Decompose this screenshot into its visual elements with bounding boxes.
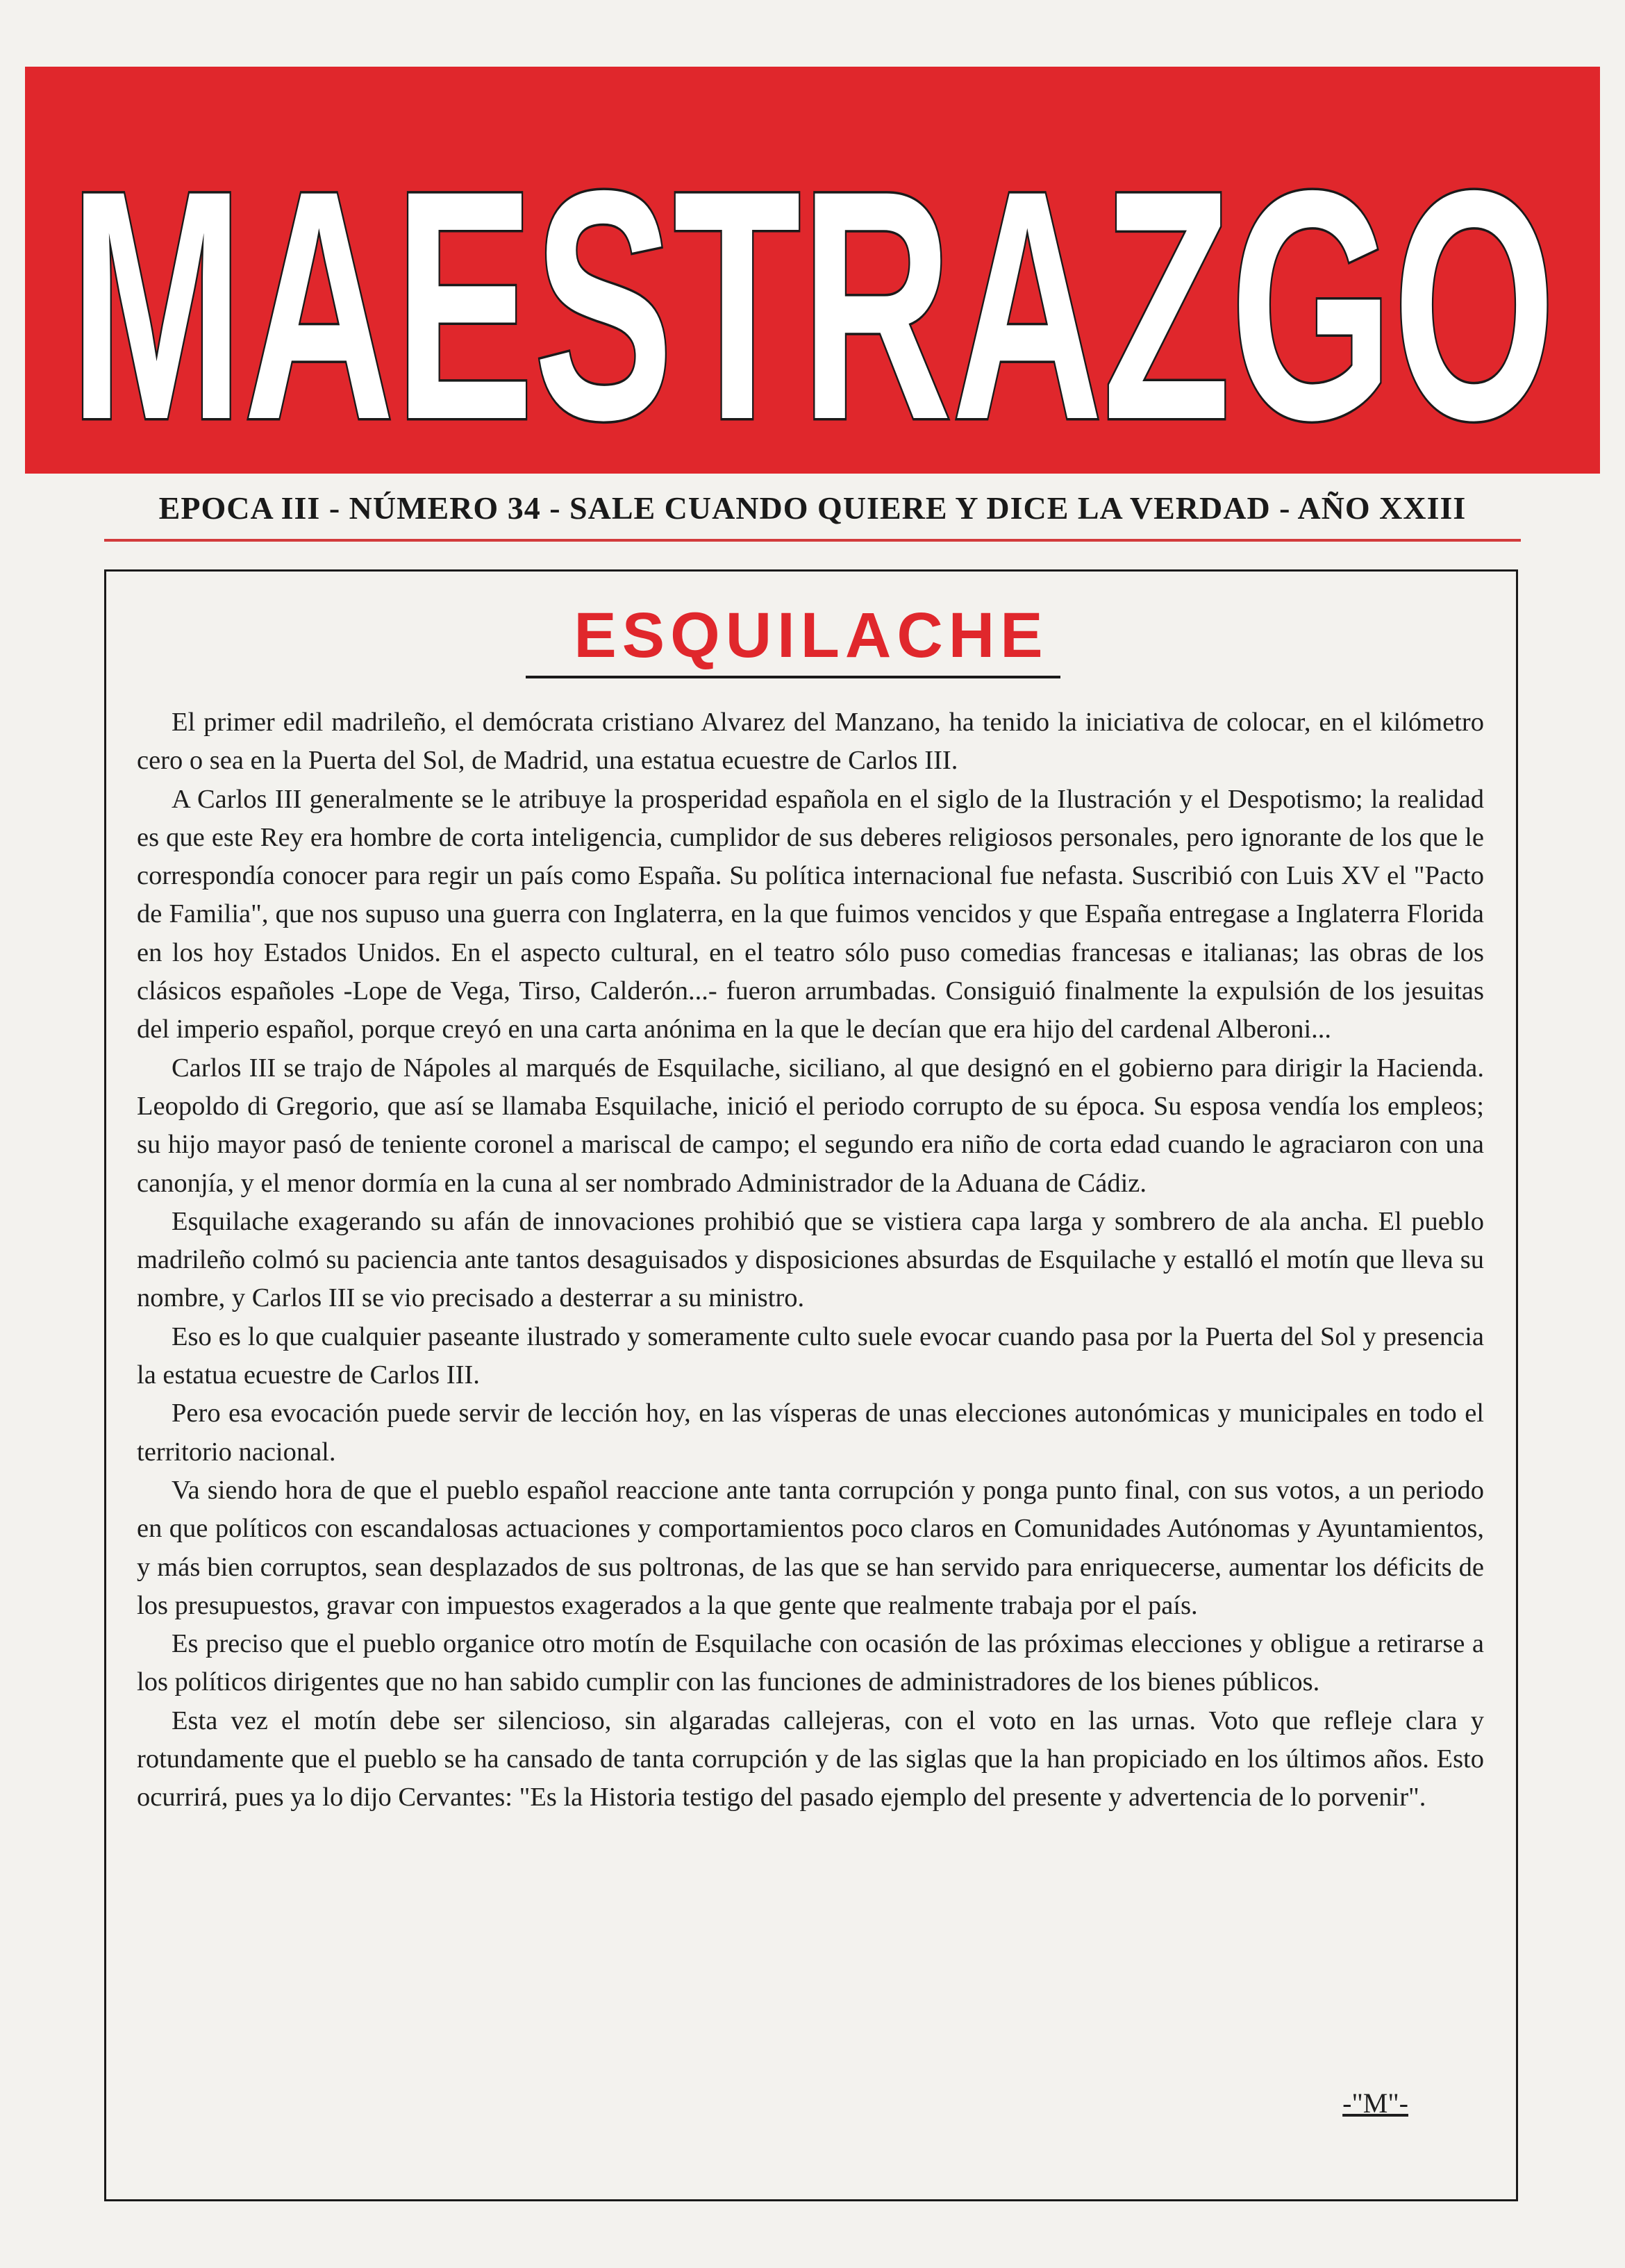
article-paragraph: El primer edil madrileño, el demócrata cristiano Alvarez del Manzano, ha tenido la iniciativa de colocar, en el kilómetro cero o sea en la Puerta del Sol, de Madrid, una estatua ecuestre de Carlos III. bbox=[137, 708, 1484, 776]
edition-divider bbox=[104, 539, 1521, 542]
article-paragraph: Carlos III se trajo de Nápoles al marqués de Esquilache, siciliano, al que designó en el gobierno para dirigir la Hacienda. Leopoldo di Gregorio, que así se llamaba Esquilache, inició el periodo corrupto de su época. Su esposa vendía los empleos; su hijo mayor pasó de teniente coronel a mariscal de campo; el segundo era niño de corta edad cuando le agraciaron con una canonjía, y el menor dormía en la cuna al ser nombrado Administrador de la Aduana de Cádiz. bbox=[137, 1053, 1484, 1198]
article-paragraph: Esquilache exagerando su afán de innovaciones prohibió que se vistiera capa larga y sombrero de ala ancha. El pueblo madrileño colmó su paciencia ante tantos desaguisados y disposiciones absurdas de Esquilache y estalló el motín que lleva su nombre, y Carlos III se vio precisado a desterrar a su ministro. bbox=[137, 1206, 1484, 1313]
article-headline: ESQUILACHE bbox=[574, 600, 1049, 671]
article-paragraph: A Carlos III generalmente se le atribuye la prosperidad española en el siglo de la Ilustración y el Despotismo; la realidad es que este Rey era hombre de corta inteligencia, cumplidor de sus deberes religiosos personales, pero ignorante de los que le correspondía conocer para regir un país como España. Su política internacional fue nefasta. Suscribió con Luis XV el "Pacto de Familia", que nos supuso una guerra con Inglaterra, en la que fuimos vencidos y que España entregase a Inglaterra Florida en los hoy Estados Unidos. En el aspecto cultural, en el teatro sólo puso comedias francesas e italianas; las obras de los clásicos españoles -Lope de Vega, Tirso, Calderón...- fueron arrumbadas. Consiguió finalmente la expulsión de los jesuitas del imperio español, porque creyó en una carta anónima en la que le decían que era hijo del cardenal Alberoni... bbox=[137, 784, 1484, 1044]
edition-line: EPOCA III - NÚMERO 34 - SALE CUANDO QUIERE Y DICE LA VERDAD - AÑO XXIII bbox=[158, 490, 1467, 526]
article-frame bbox=[104, 569, 1518, 2201]
headline-underline bbox=[526, 676, 1060, 678]
article-paragraph: Esta vez el motín debe ser silencioso, sin algaradas callejeras, con el voto en las urnas. Voto que refleje clara y rotundamente que el pueblo se ha cansado de tanta corrupción y de las siglas que la han propiciado en los últimos años. Esto ocurrirá, pues ya lo dijo Cervantes: "Es la Historia testigo del pasado ejemplo del presente y advertencia de lo porvenir". bbox=[137, 1706, 1484, 1812]
masthead-banner bbox=[25, 67, 1600, 474]
article-paragraph: Pero esa evocación puede servir de lección hoy, en las vísperas de unas elecciones autonómicas y municipales en todo el territorio nacional. bbox=[137, 1399, 1484, 1467]
author-signature: -"M"- bbox=[1342, 2087, 1408, 2119]
article-paragraph: Es preciso que el pueblo organice otro motín de Esquilache con ocasión de las próximas elecciones y obligue a retirarse a los políticos dirigentes que no han sabido cumplir con las funciones de administradores de los bienes públicos. bbox=[137, 1629, 1484, 1697]
article-body bbox=[137, 703, 1484, 1817]
article-paragraph: Va siendo hora de que el pueblo español reaccione ante tanta corrupción y ponga punto final, con sus votos, a un periodo en que políticos con escandalosas actuaciones y comportamientos poco claros en Comunidades Autónomas y Ayuntamientos, y más bien corruptos, sean desplazados de sus poltronas, de las que se han servido para enriquecerse, aumentar los déficits de los presupuestos, gravar con impuestos exagerados a la que gente que realmente trabaja por el país. bbox=[137, 1475, 1484, 1620]
masthead-title bbox=[25, 112, 1600, 439]
article-paragraph: Eso es lo que cualquier paseante ilustrado y someramente culto suele evocar cuando pasa por la Puerta del Sol y presencia la estatua ecuestre de Carlos III. bbox=[137, 1321, 1484, 1390]
masthead-title-text: MAESTRAZGO bbox=[69, 123, 1556, 439]
